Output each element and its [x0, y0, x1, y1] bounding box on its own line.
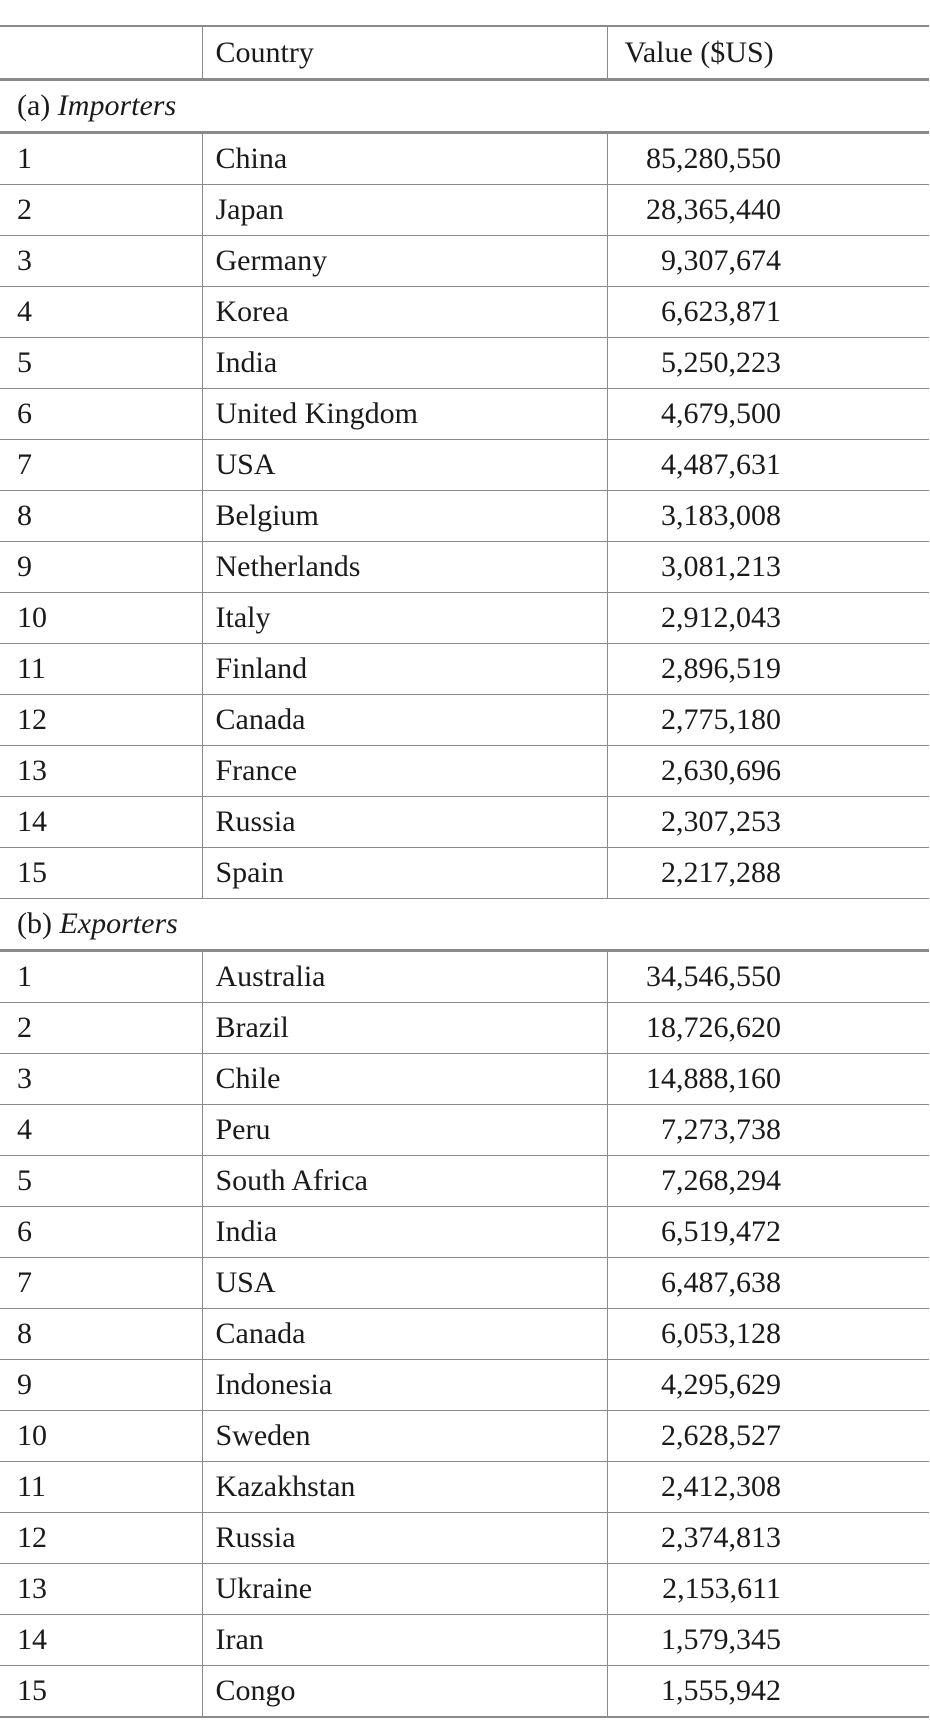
value-cell: 2,307,253 — [607, 797, 929, 848]
value-cell: 2,217,288 — [607, 848, 929, 899]
value-cell: 3,081,213 — [607, 542, 929, 593]
table-body — [0, 80, 929, 1718]
header-value: Value ($US) — [607, 26, 929, 80]
value-cell: 2,896,519 — [607, 644, 929, 695]
country-cell: Ukraine — [202, 1564, 607, 1615]
header-rank — [0, 26, 202, 80]
table-header — [0, 26, 929, 80]
country-cell: India — [202, 338, 607, 389]
table-row — [0, 746, 929, 797]
table-row — [0, 1156, 929, 1207]
value-cell: 7,268,294 — [607, 1156, 929, 1207]
value-cell: 2,775,180 — [607, 695, 929, 746]
rank-cell: 11 — [0, 644, 202, 695]
table-row — [0, 593, 929, 644]
country-cell: USA — [202, 1258, 607, 1309]
country-cell: Spain — [202, 848, 607, 899]
value-cell: 85,280,550 — [607, 133, 929, 185]
rank-cell: 3 — [0, 1054, 202, 1105]
country-cell: Finland — [202, 644, 607, 695]
country-cell: Germany — [202, 236, 607, 287]
country-cell: Sweden — [202, 1411, 607, 1462]
value-cell: 6,053,128 — [607, 1309, 929, 1360]
country-cell: Italy — [202, 593, 607, 644]
country-cell: France — [202, 746, 607, 797]
table-row — [0, 542, 929, 593]
rank-cell: 1 — [0, 951, 202, 1003]
value-cell: 2,630,696 — [607, 746, 929, 797]
rank-cell: 15 — [0, 848, 202, 899]
value-cell: 2,912,043 — [607, 593, 929, 644]
value-cell: 1,579,345 — [607, 1615, 929, 1666]
table-row — [0, 1105, 929, 1156]
country-cell: Congo — [202, 1666, 607, 1718]
value-cell: 7,273,738 — [607, 1105, 929, 1156]
value-cell: 2,628,527 — [607, 1411, 929, 1462]
country-cell: India — [202, 1207, 607, 1258]
value-cell: 18,726,620 — [607, 1003, 929, 1054]
rank-cell: 4 — [0, 287, 202, 338]
table-row — [0, 1666, 929, 1718]
value-cell: 14,888,160 — [607, 1054, 929, 1105]
rank-cell: 2 — [0, 185, 202, 236]
table-row — [0, 1360, 929, 1411]
value-cell: 3,183,008 — [607, 491, 929, 542]
table-row — [0, 1411, 929, 1462]
table-row — [0, 695, 929, 746]
rank-cell: 14 — [0, 797, 202, 848]
country-cell: Canada — [202, 1309, 607, 1360]
value-cell: 6,519,472 — [607, 1207, 929, 1258]
value-cell: 34,546,550 — [607, 951, 929, 1003]
value-cell: 28,365,440 — [607, 185, 929, 236]
country-cell: Brazil — [202, 1003, 607, 1054]
table-row — [0, 185, 929, 236]
trade-table-container — [0, 25, 929, 1718]
rank-cell: 12 — [0, 1513, 202, 1564]
value-cell: 6,623,871 — [607, 287, 929, 338]
country-cell: Russia — [202, 1513, 607, 1564]
country-cell: USA — [202, 440, 607, 491]
table-row — [0, 644, 929, 695]
rank-cell: 9 — [0, 542, 202, 593]
table-row — [0, 848, 929, 899]
rank-cell: 10 — [0, 593, 202, 644]
table-row — [0, 338, 929, 389]
rank-cell: 7 — [0, 440, 202, 491]
section-header-row — [0, 80, 929, 133]
value-cell: 2,374,813 — [607, 1513, 929, 1564]
table-row — [0, 1207, 929, 1258]
table-row — [0, 389, 929, 440]
header-row — [0, 26, 929, 80]
table-row — [0, 1564, 929, 1615]
value-cell: 5,250,223 — [607, 338, 929, 389]
rank-cell: 6 — [0, 1207, 202, 1258]
rank-cell: 14 — [0, 1615, 202, 1666]
table-row — [0, 1513, 929, 1564]
table-row — [0, 236, 929, 287]
rank-cell: 3 — [0, 236, 202, 287]
country-cell: Japan — [202, 185, 607, 236]
section-label-name: Importers — [57, 89, 177, 122]
section-label — [0, 899, 929, 951]
rank-cell: 5 — [0, 338, 202, 389]
country-cell: Belgium — [202, 491, 607, 542]
table-row — [0, 133, 929, 185]
country-cell: Australia — [202, 951, 607, 1003]
table-row — [0, 797, 929, 848]
table-row — [0, 951, 929, 1003]
trade-table — [0, 25, 929, 1718]
rank-cell: 6 — [0, 389, 202, 440]
rank-cell: 15 — [0, 1666, 202, 1718]
country-cell: China — [202, 133, 607, 185]
rank-cell: 11 — [0, 1462, 202, 1513]
country-cell: United Kingdom — [202, 389, 607, 440]
value-cell: 2,153,611 — [607, 1564, 929, 1615]
table-row — [0, 440, 929, 491]
table-row — [0, 491, 929, 542]
section-label-prefix: (b) — [17, 907, 52, 940]
rank-cell: 4 — [0, 1105, 202, 1156]
value-cell: 4,295,629 — [607, 1360, 929, 1411]
rank-cell: 8 — [0, 1309, 202, 1360]
country-cell: Peru — [202, 1105, 607, 1156]
rank-cell: 8 — [0, 491, 202, 542]
country-cell: Kazakhstan — [202, 1462, 607, 1513]
table-row — [0, 1615, 929, 1666]
table-row — [0, 1462, 929, 1513]
country-cell: Russia — [202, 797, 607, 848]
rank-cell: 1 — [0, 133, 202, 185]
section-header-row — [0, 899, 929, 951]
country-cell: Netherlands — [202, 542, 607, 593]
country-cell: Korea — [202, 287, 607, 338]
value-cell: 6,487,638 — [607, 1258, 929, 1309]
rank-cell: 13 — [0, 1564, 202, 1615]
table-row — [0, 1003, 929, 1054]
value-cell: 1,555,942 — [607, 1666, 929, 1718]
section-label — [0, 80, 929, 133]
header-country: Country — [202, 26, 607, 80]
rank-cell: 7 — [0, 1258, 202, 1309]
rank-cell: 13 — [0, 746, 202, 797]
rank-cell: 2 — [0, 1003, 202, 1054]
table-row — [0, 1054, 929, 1105]
rank-cell: 9 — [0, 1360, 202, 1411]
rank-cell: 12 — [0, 695, 202, 746]
table-row — [0, 1309, 929, 1360]
country-cell: Canada — [202, 695, 607, 746]
country-cell: Iran — [202, 1615, 607, 1666]
rank-cell: 5 — [0, 1156, 202, 1207]
country-cell: Indonesia — [202, 1360, 607, 1411]
rank-cell: 10 — [0, 1411, 202, 1462]
country-cell: South Africa — [202, 1156, 607, 1207]
section-label-name: Exporters — [59, 907, 178, 940]
country-cell: Chile — [202, 1054, 607, 1105]
section-label-prefix: (a) — [17, 89, 51, 122]
table-row — [0, 287, 929, 338]
value-cell: 2,412,308 — [607, 1462, 929, 1513]
value-cell: 9,307,674 — [607, 236, 929, 287]
table-row — [0, 1258, 929, 1309]
value-cell: 4,487,631 — [607, 440, 929, 491]
value-cell: 4,679,500 — [607, 389, 929, 440]
